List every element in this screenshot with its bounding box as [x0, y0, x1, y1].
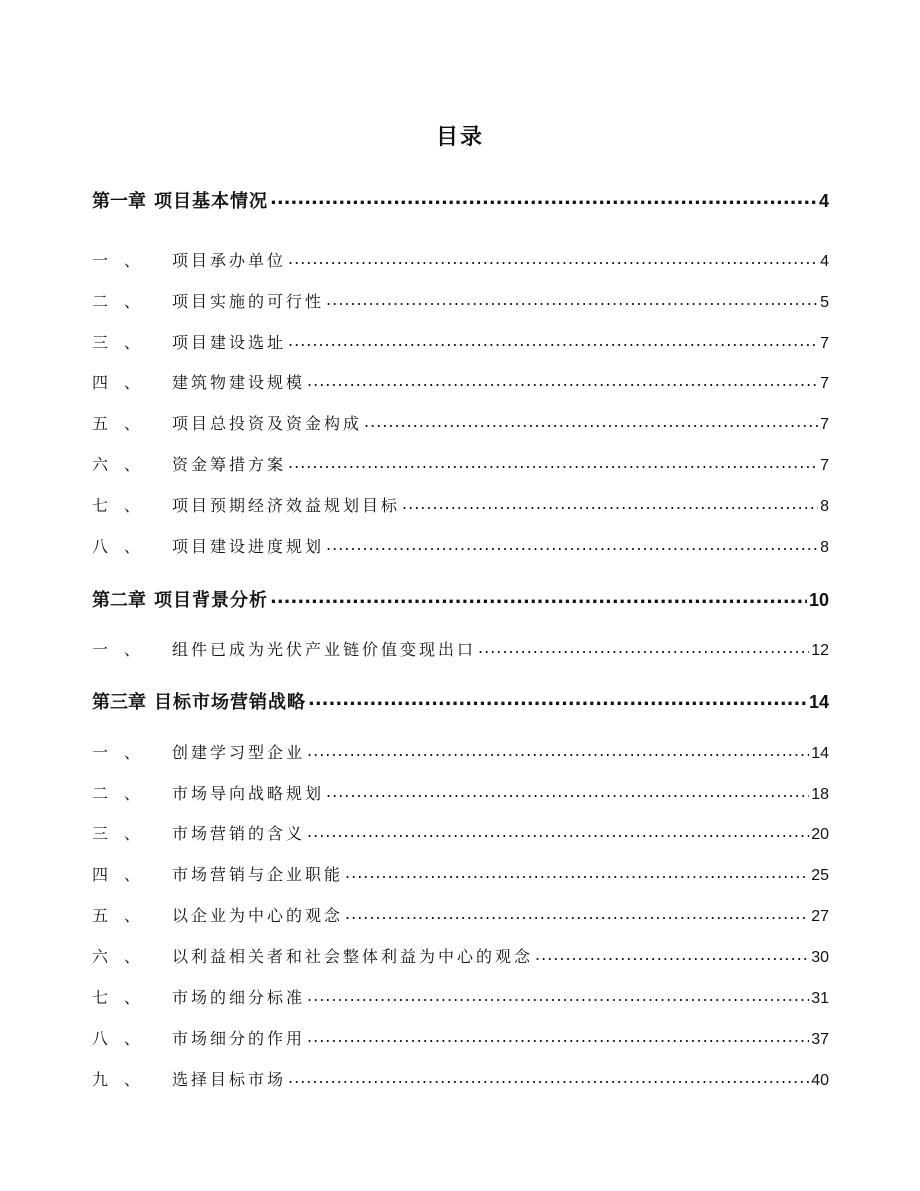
entry-label: 资金筹措方案	[172, 455, 287, 474]
entry-label: 组件已成为光伏产业链价值变现出口	[172, 640, 477, 659]
entry-label: 创建学习型企业	[172, 743, 306, 762]
dot-leader	[288, 1069, 809, 1085]
toc-section-entry[interactable]	[92, 781, 829, 804]
entry-page-number: 4	[820, 253, 829, 270]
entry-page-number: 12	[811, 642, 829, 659]
entry-label: 项目基本情况	[154, 191, 268, 212]
entry-page-number: 31	[811, 990, 829, 1007]
entry-separator: 、	[124, 414, 141, 433]
dot-leader	[326, 536, 818, 552]
toc-section-entry[interactable]	[92, 452, 829, 475]
entry-number: 七	[92, 496, 109, 515]
entry-label: 目标市场营销战略	[154, 692, 306, 713]
dot-leader	[478, 639, 809, 655]
entry-number: 一	[92, 251, 109, 270]
dot-leader	[307, 372, 818, 388]
toc-section-entry[interactable]	[92, 1067, 829, 1090]
entry-label: 以企业为中心的观念	[172, 906, 344, 925]
toc-chapter-entry[interactable]	[92, 688, 829, 714]
entry-number: 八	[92, 1029, 109, 1048]
dot-leader	[307, 987, 809, 1003]
entry-number: 五	[92, 906, 109, 925]
entry-number: 一	[92, 743, 109, 762]
dot-leader	[364, 413, 818, 429]
toc-section-entry[interactable]	[92, 330, 829, 353]
entry-page-number: 18	[811, 786, 829, 803]
entry-separator: 、	[124, 455, 141, 474]
entry-page-number: 7	[820, 335, 829, 352]
dot-leader	[326, 291, 818, 307]
entry-label: 项目预期经济效益规划目标	[172, 496, 401, 515]
entry-separator: 、	[124, 824, 141, 843]
entry-number: 四	[92, 373, 109, 392]
entry-page-number: 5	[820, 294, 829, 311]
entry-separator: 、	[124, 537, 141, 556]
toc-section-entry[interactable]	[92, 289, 829, 312]
entry-separator: 、	[124, 333, 141, 352]
dot-leader	[307, 823, 809, 839]
entry-separator: 、	[124, 988, 141, 1007]
entry-separator: 、	[124, 496, 141, 515]
dot-leader	[326, 783, 809, 799]
entry-page-number: 8	[820, 539, 829, 556]
entry-number: 第三章	[92, 692, 146, 713]
toc-section-entry[interactable]	[92, 821, 829, 844]
entry-page-number: 27	[811, 908, 829, 925]
dot-leader	[307, 1028, 809, 1044]
entry-label: 市场营销的含义	[172, 824, 306, 843]
entry-number: 六	[92, 947, 109, 966]
entry-number: 一	[92, 640, 109, 659]
entry-number: 四	[92, 865, 109, 884]
dot-leader	[308, 690, 807, 708]
dot-leader	[402, 495, 818, 511]
toc-section-entry[interactable]	[92, 411, 829, 434]
entry-page-number: 20	[811, 826, 829, 843]
entry-number: 三	[92, 824, 109, 843]
entry-label: 市场的细分标准	[172, 988, 306, 1007]
entry-separator: 、	[124, 373, 141, 392]
toc-section-entry[interactable]	[92, 1026, 829, 1049]
entry-separator: 、	[124, 743, 141, 762]
dot-leader	[270, 588, 807, 606]
dot-leader	[307, 742, 809, 758]
entry-separator: 、	[124, 947, 141, 966]
entry-page-number: 7	[820, 457, 829, 474]
toc-section-entry[interactable]	[92, 740, 829, 763]
toc-section-entry[interactable]	[92, 637, 829, 660]
entry-page-number: 14	[808, 692, 829, 712]
entry-separator: 、	[124, 865, 141, 884]
entry-label: 市场导向战略规划	[172, 784, 325, 803]
entry-number: 第二章	[92, 590, 146, 611]
entry-number: 八	[92, 537, 109, 556]
entry-label: 以利益相关者和社会整体利益为中心的观念	[172, 947, 534, 966]
toc-section-entry[interactable]	[92, 493, 829, 516]
dot-leader	[288, 454, 818, 470]
toc-section-entry[interactable]	[92, 248, 829, 271]
entry-label: 市场营销与企业职能	[172, 865, 344, 884]
entry-label: 项目建设选址	[172, 333, 287, 352]
toc-section-entry[interactable]	[92, 862, 829, 885]
toc-chapter-entry[interactable]	[92, 187, 829, 213]
entry-page-number: 7	[820, 416, 829, 433]
entry-number: 二	[92, 292, 109, 311]
entry-label: 项目总投资及资金构成	[172, 414, 363, 433]
entry-label: 市场细分的作用	[172, 1029, 306, 1048]
entry-separator: 、	[124, 906, 141, 925]
entry-separator: 、	[124, 1029, 141, 1048]
entry-page-number: 4	[818, 191, 829, 211]
entry-page-number: 37	[811, 1031, 829, 1048]
toc-section-entry[interactable]	[92, 985, 829, 1008]
entry-label: 建筑物建设规模	[172, 373, 306, 392]
entry-separator: 、	[124, 1070, 141, 1089]
entry-number: 二	[92, 784, 109, 803]
dot-leader	[535, 946, 809, 962]
entry-number: 九	[92, 1070, 109, 1089]
entry-label: 选择目标市场	[172, 1070, 287, 1089]
entry-page-number: 14	[811, 745, 829, 762]
entry-number: 七	[92, 988, 109, 1007]
toc-section-entry[interactable]	[92, 944, 829, 967]
entry-page-number: 30	[811, 949, 829, 966]
dot-leader	[345, 864, 809, 880]
entry-separator: 、	[124, 292, 141, 311]
toc-section-entry[interactable]	[92, 370, 829, 393]
entry-separator: 、	[124, 784, 141, 803]
toc-title: 目录	[435, 125, 484, 150]
entry-number: 六	[92, 455, 109, 474]
toc-section-entry[interactable]	[92, 903, 829, 926]
dot-leader	[270, 189, 817, 207]
toc-section-entry[interactable]	[92, 534, 829, 557]
entry-separator: 、	[124, 640, 141, 659]
entry-page-number: 8	[820, 498, 829, 515]
entry-page-number: 7	[820, 375, 829, 392]
entry-page-number: 40	[811, 1072, 829, 1089]
entry-label: 项目背景分析	[154, 590, 268, 611]
toc-chapter-entry[interactable]	[92, 586, 829, 612]
entry-number: 三	[92, 333, 109, 352]
entry-label: 项目承办单位	[172, 251, 287, 270]
entry-number: 五	[92, 414, 109, 433]
dot-leader	[288, 250, 818, 266]
dot-leader	[345, 905, 809, 921]
entry-label: 项目实施的可行性	[172, 292, 325, 311]
entry-page-number: 25	[811, 867, 829, 884]
entry-number: 第一章	[92, 191, 146, 212]
dot-leader	[288, 332, 818, 348]
entry-separator: 、	[124, 251, 141, 270]
entry-page-number: 10	[808, 590, 829, 610]
entry-label: 项目建设进度规划	[172, 537, 325, 556]
